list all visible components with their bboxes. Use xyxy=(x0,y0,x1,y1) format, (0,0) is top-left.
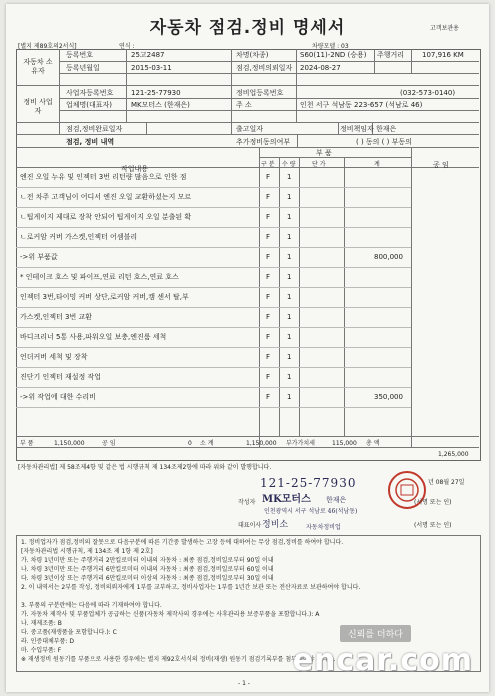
row-class: F xyxy=(266,173,271,181)
row-quantity: 1 xyxy=(287,313,292,321)
row-divider xyxy=(16,387,411,388)
note-line: 라. 인증대체부품: D xyxy=(21,638,74,645)
row-divider xyxy=(16,327,411,328)
note-line: 3. 부품의 구분란에는 다음에 따라 기재하여야 합니다. xyxy=(21,602,162,609)
row-amount: 350,000 xyxy=(374,393,403,401)
note-line: ※ 재생정비 원동기를 부품으로 사용한 경우에는 별지 제92호서식의 정비(재생) 원동기 점검기록부를 첨부하여야 합니다. xyxy=(21,656,336,663)
note-line: 1. 정비업자가 점검,정비의 잘못으로 다음구분에 따른 기간중 발생하는 고장 등에 대하여는 무상 점검,정비를 하여야 합니다. xyxy=(21,539,344,546)
row-quantity: 1 xyxy=(287,193,292,201)
service-date-label: 점검,정비의뢰일자 xyxy=(236,64,293,72)
row-divider xyxy=(16,307,411,308)
model-line: 차량모델 : 03 xyxy=(312,43,349,50)
row-quantity: 1 xyxy=(287,393,292,401)
row-quantity: 1 xyxy=(287,213,292,221)
serial-label: 연식 : xyxy=(119,43,135,50)
delivery-date-label: 출고일자 xyxy=(236,125,264,133)
shop-addr-label: 주 소 xyxy=(236,101,252,109)
model-label: 차명(차종) xyxy=(236,51,269,59)
sub-header-sum: 계 xyxy=(374,161,380,168)
parts-header: 부 품 xyxy=(316,149,332,157)
row-class: F xyxy=(266,233,271,241)
parts-total-label: 부 품 xyxy=(20,440,34,447)
issuer-label: 작성자 xyxy=(238,499,256,506)
owner-block-label: 자동차 소유자 xyxy=(23,58,53,75)
labor-total-label: 공 임 xyxy=(102,440,116,447)
stamp-category: 자동차정비업 xyxy=(306,524,341,531)
row-quantity: 1 xyxy=(287,333,292,341)
row-description: 인젝터 3번,타이밍 커버 상단,로커암 커버,캠 센서 탈,부 xyxy=(20,293,189,301)
biz-no-value: 121-25-77930 xyxy=(131,89,181,97)
row-description: ->위 부품값 xyxy=(20,253,58,261)
row-description: 엔진 오일 누유 및 인젝터 3번 리턴량 많음으로 인한 점 xyxy=(20,173,187,181)
row-class: F xyxy=(266,393,271,401)
row-divider xyxy=(16,227,411,228)
biz-no-label: 사업자등록번호 xyxy=(66,89,114,97)
service-date-value: 2024-08-27 xyxy=(300,64,341,72)
note-line: 2. 이 내역서는 2부를 작성, 정비의뢰자에게 1부를 교부하고, 정비사업자는 1부를 1년간 보관 또는 전산자료로 보관하여야 합니다. xyxy=(21,584,361,591)
row-divider xyxy=(16,347,411,348)
note-line xyxy=(21,592,476,601)
row-description: ->위 작업에 대한 수리비 xyxy=(20,393,96,401)
mileage-value: 107,916 KM xyxy=(422,51,464,59)
note-line: 가. 자동차 제작사 및 부품업체가 공급하는 신품(자동차 제작사의 경우에는 사후관리용 보증부품을 포함합니다.): A xyxy=(21,611,320,618)
row-description: * 인테이크 호스 및 파이프,연료 리턴 호스,연료 호스 xyxy=(20,273,179,281)
note-line: 마. 수입부품: F xyxy=(21,647,62,654)
done-date-label: 점검,정비완료일자 xyxy=(66,125,123,133)
note-line: 다. 중고품(재생품을 포함합니다.): C xyxy=(21,629,117,636)
row-divider xyxy=(16,247,411,248)
watermark-tagline: 신뢰를 더하다 xyxy=(340,625,411,642)
shop-name-value: MK모터스 (한재은) xyxy=(131,101,190,109)
row-description: ㄴ전 차주 고객님이 어디서 엔진 오일 교환하셨는지 모르 xyxy=(20,193,192,201)
row-divider xyxy=(16,267,411,268)
row-description: ㄴ팁게이지 제대로 장착 안되어 팁게이지 오일 분출된 확 xyxy=(20,213,192,221)
row-class: F xyxy=(266,193,271,201)
row-class: F xyxy=(266,353,271,361)
extra-consent-label: 추가정비동의여부 xyxy=(236,138,291,146)
vat-value: 115,000 xyxy=(332,440,357,447)
note-line: [자동차관리법 시행규칙, 제 134조 제 1항 제 2호] xyxy=(21,548,153,555)
legal-statement: [자동차관리법] 제 58조제4항 및 같은 법 시행규칙 제 134조제2항에 따라 위와 같이 발행합니다. xyxy=(18,464,272,471)
issue-date: 년 08월 27일 xyxy=(428,479,465,486)
history-label: 점검, 정비 내역 xyxy=(66,138,115,146)
row-class: F xyxy=(266,313,271,321)
row-divider xyxy=(16,207,411,208)
note-line: 나. 재제조품: B xyxy=(21,620,62,627)
shop-reg-label: 정비업등록번호 xyxy=(236,89,284,97)
form-number: [별지 제89호의2서식] xyxy=(18,43,77,50)
row-class: F xyxy=(266,213,271,221)
row-quantity: 1 xyxy=(287,233,292,241)
stamp-address: 인천광역시 서구 석남로 46(석남동) xyxy=(264,508,358,515)
row-divider xyxy=(16,187,411,188)
shop-block-label: 정비 사업자 xyxy=(23,98,53,115)
rep-label: 대표이사 xyxy=(238,522,262,529)
total-value: 1,265,000 xyxy=(438,451,469,458)
consent-options: ( ) 동의 ( ) 부동의 xyxy=(356,138,412,146)
row-description: 진단기 인젝터 재설정 작업 xyxy=(20,373,102,381)
stamp-rep: 정비소 xyxy=(262,520,289,530)
vat-label: 부가가치세 xyxy=(286,440,315,447)
page-number: - 1 - xyxy=(238,680,250,687)
mechanic-value: 한재은 xyxy=(376,125,397,133)
row-quantity: 1 xyxy=(287,173,292,181)
rep-sign: (서명 또는 인) xyxy=(414,522,452,529)
watermark-logo: encar.com xyxy=(292,643,473,678)
row-description: 언더커버 세척 및 장착 xyxy=(20,353,88,361)
mileage-label: 주행거리 xyxy=(377,51,405,59)
reg-no-label: 등록번호 xyxy=(66,51,94,59)
copy-type-label: 고객보관용 xyxy=(430,25,459,32)
document-title: 자동차 점검.정비 명세서 xyxy=(149,18,346,38)
mechanic-label: 정비책임자 xyxy=(340,125,374,133)
row-quantity: 1 xyxy=(287,373,292,381)
row-class: F xyxy=(266,333,271,341)
labor-header: 공 임 xyxy=(433,161,449,169)
row-class: F xyxy=(266,273,271,281)
parts-total-value: 1,150,000 xyxy=(54,440,85,447)
row-quantity: 1 xyxy=(287,353,292,361)
note-line: 나. 차령 3년미만 또는 주행거리 6만킬로미터 이내의 자동차 : 최종 점검,정비일로부터 60일 이내 xyxy=(21,566,274,573)
work-header: 작업내용 xyxy=(121,165,149,173)
sub-header-price: 단 가 xyxy=(312,161,326,168)
total-label: 총 액 xyxy=(366,440,380,447)
row-divider xyxy=(16,367,411,368)
row-class: F xyxy=(266,253,271,261)
shop-name-label: 업체명(대표자) xyxy=(66,101,113,109)
labor-total-value: 0 xyxy=(188,440,192,447)
shop-phone: (032-573-0140) xyxy=(400,89,456,97)
row-divider xyxy=(16,287,411,288)
document-page xyxy=(6,4,489,692)
stamp-biz-no: 121-25-77930 xyxy=(260,476,357,490)
reg-date-label: 등록년월일 xyxy=(66,64,100,72)
sub-header-qty: 수 량 xyxy=(282,161,296,168)
row-divider xyxy=(16,407,411,408)
reg-no-value: 25고2487 xyxy=(131,51,165,59)
note-line: 다. 차령 3년이상 또는 주행거리 6만킬로미터 이상의 자동차 : 최종 점검,정비일로부터 30일 이내 xyxy=(21,575,274,582)
subtotal-label: 소 계 xyxy=(200,440,214,447)
row-quantity: 1 xyxy=(287,293,292,301)
issuer-sign: (서명 또는 인) xyxy=(414,499,452,506)
stamp-owner: 한재은 xyxy=(326,496,347,504)
row-quantity: 1 xyxy=(287,273,292,281)
model-value: S60(11)-2ND (승용) xyxy=(300,51,367,59)
sub-header-class: 구 분 xyxy=(261,161,275,168)
reg-date-value: 2015-03-11 xyxy=(131,64,172,72)
row-class: F xyxy=(266,293,271,301)
row-description: 바디크리너 5통 사용,파워오일 보충,엔진룸 세척 xyxy=(20,333,167,341)
shop-addr-value: 인천 서구 석남동 223-657 (석남로 46) xyxy=(300,101,423,109)
row-amount: 800,000 xyxy=(374,253,403,261)
row-description: ㄴ로커암 커버 가스켓,인젝터 어셈블리 xyxy=(20,233,138,241)
row-class: F xyxy=(266,373,271,381)
stamp-shop-name: MK모터스 xyxy=(262,494,311,505)
subtotal-value: 1,150,000 xyxy=(246,440,277,447)
row-quantity: 1 xyxy=(287,253,292,261)
note-line: 가. 차령 1년미만 또는 주행거리 2만킬로미터 이내의 자동차 : 최종 점검,정비일로부터 90일 이내 xyxy=(21,557,274,564)
row-description: 가스켓,인젝터 3번 교환 xyxy=(20,313,92,321)
